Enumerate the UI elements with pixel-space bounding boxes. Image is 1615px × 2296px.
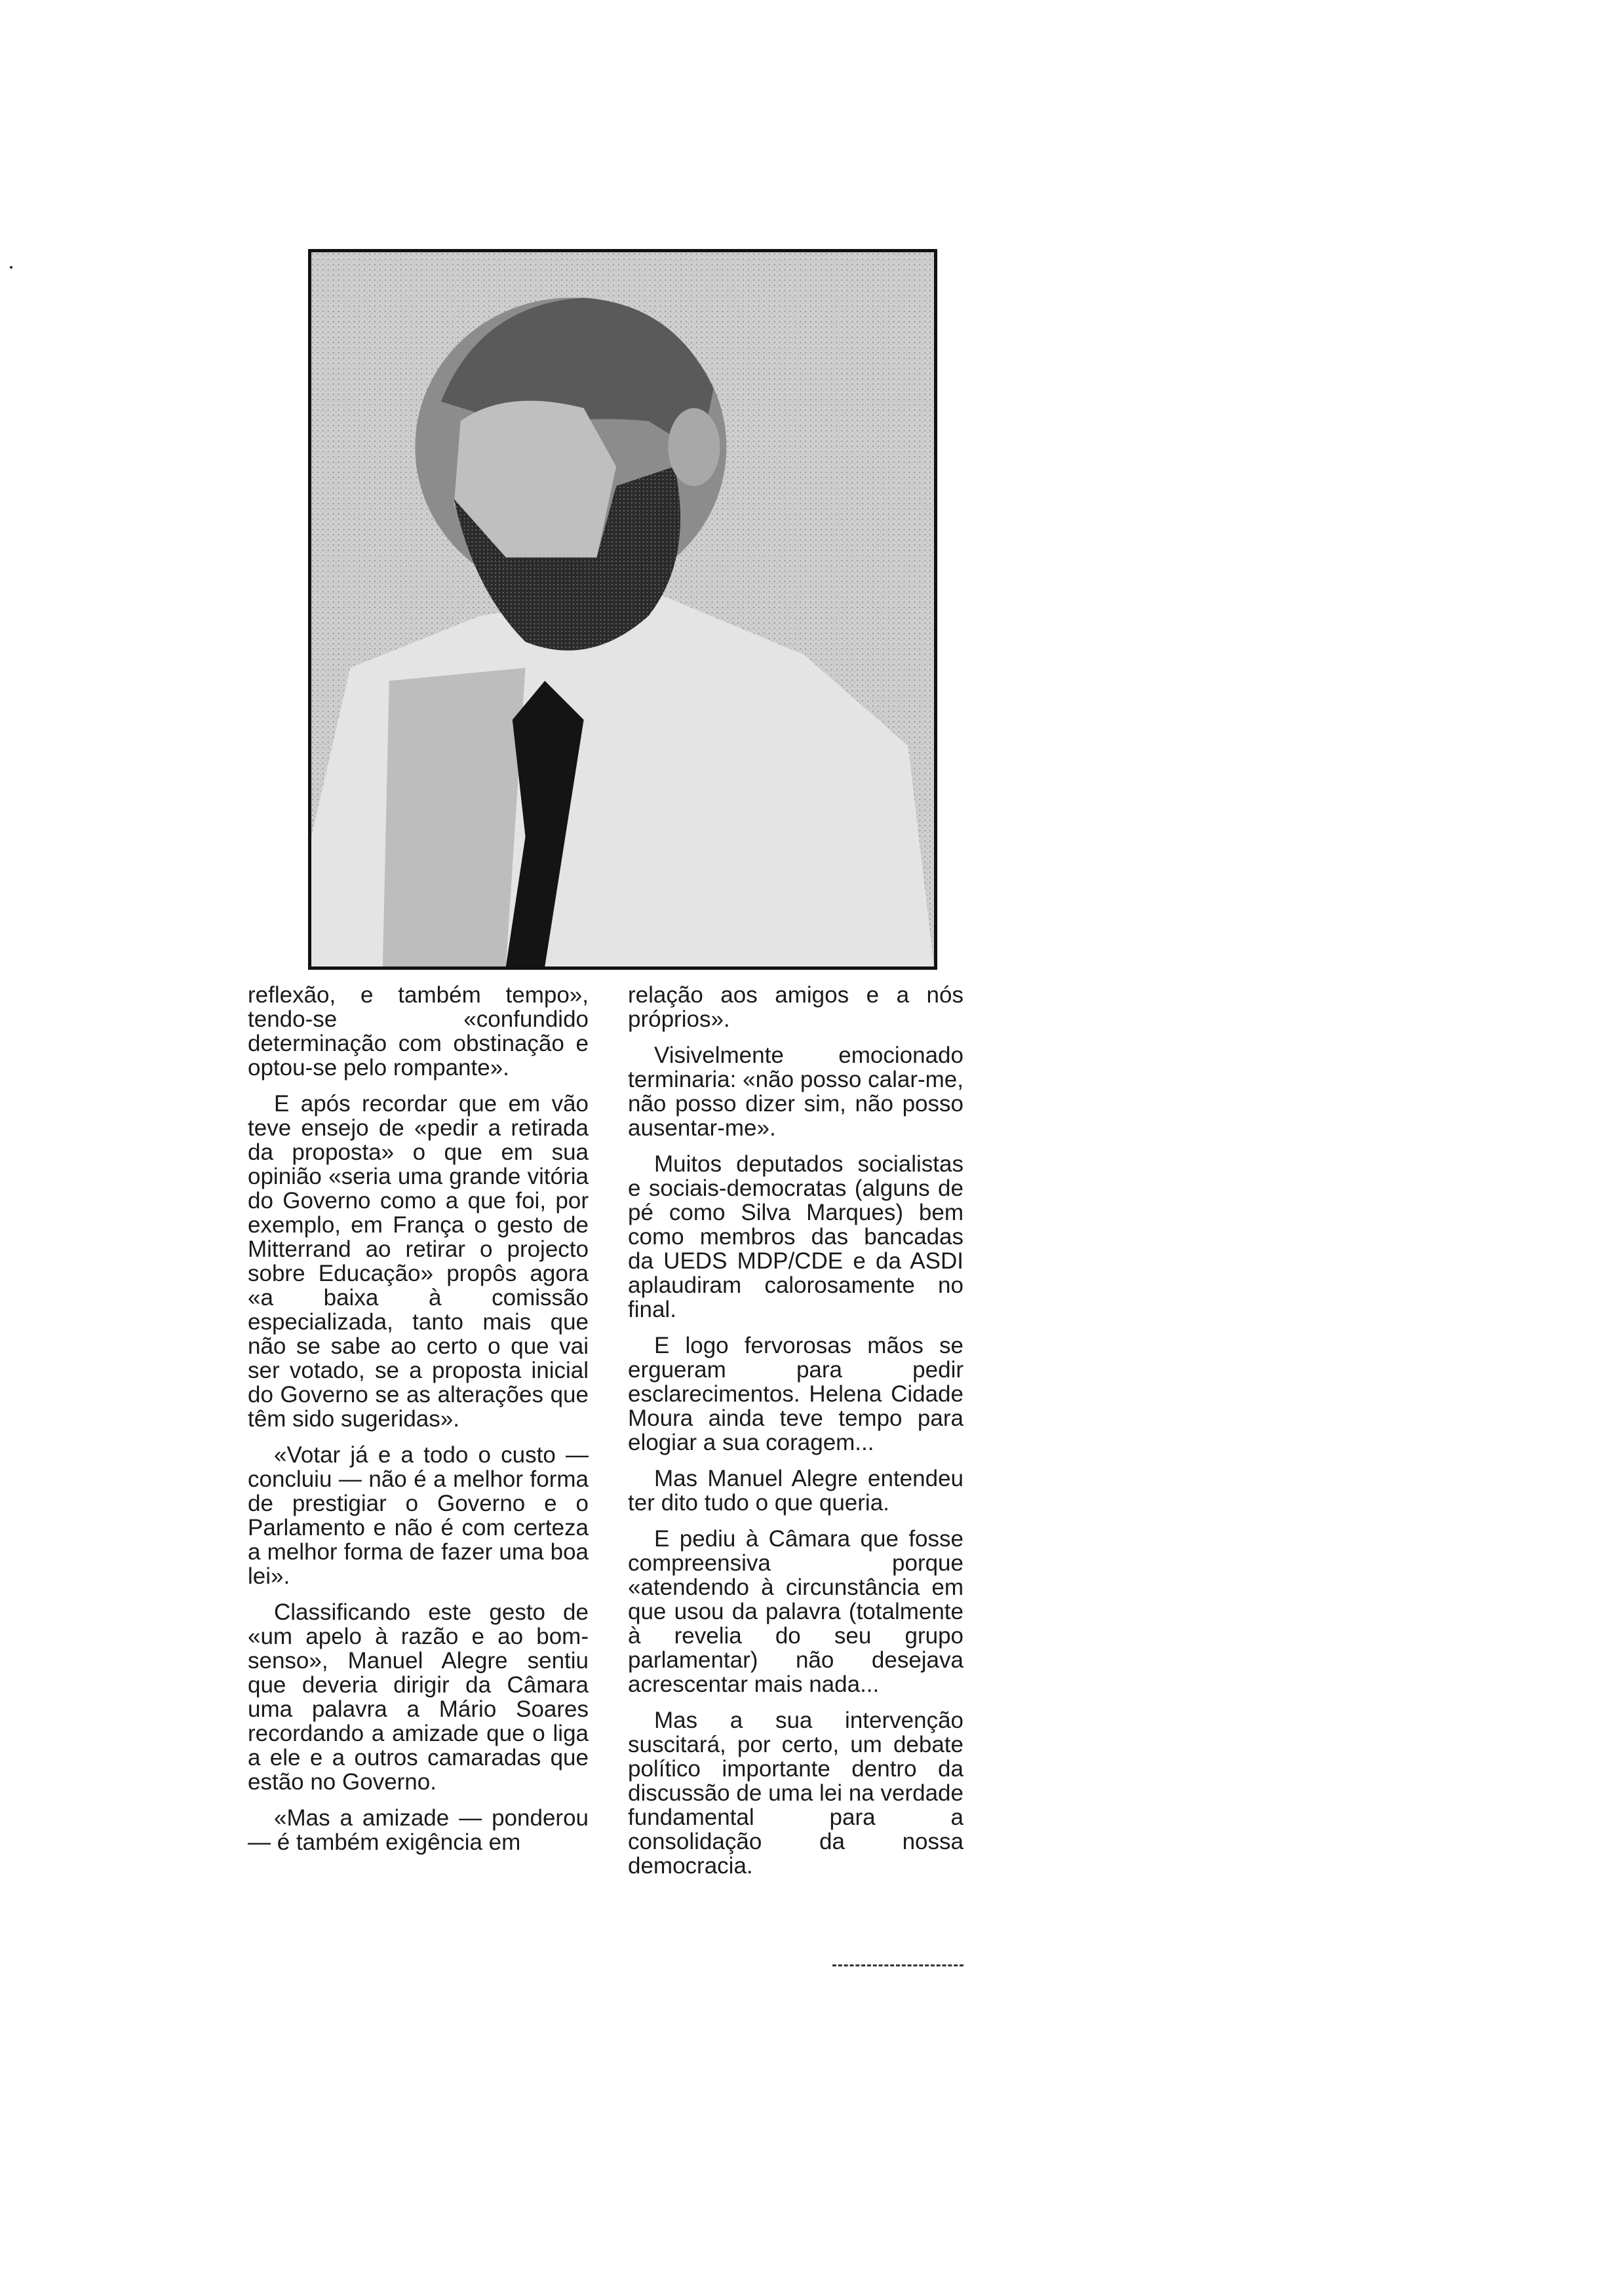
right-paragraph-5: Mas Manuel Alegre entendeu ter dito tudo o que queria. — [628, 1466, 963, 1516]
right-paragraph-3: Muitos deputados socialistas e sociais-democratas (alguns de pé como Silva Marques) bem como membros das bancadas da UEDS MDP/CDE e da ASDI aplaudiram calorosamente no final. — [628, 1151, 963, 1322]
right-paragraph-7: Mas a sua intervenção suscitará, por certo, um debate político importante dentro da discussão de uma lei na verdade fundamental para a consolidação da nossa democracia. — [628, 1708, 963, 1879]
left-paragraph-4: Classificando este gesto de «um apelo à razão e ao bom-senso», Manuel Alegre sentiu que deveria dirigir da Câmara uma palavra a Mário Soares recordando a amizade que o liga a ele e a outros camaradas que estão no Governo. — [248, 1599, 589, 1795]
article-right-column — [628, 983, 963, 1890]
portrait-illustration — [311, 252, 934, 966]
article-left-column — [248, 983, 589, 1866]
left-paragraph-5: «Mas a amizade — ponderou — é também exigência em — [248, 1805, 589, 1855]
end-rule — [832, 1964, 963, 1966]
left-paragraph-2: E após recordar que em vão teve ensejo de «pedir a retirada da proposta» o que em sua opinião «seria uma grande vitória do Governo como a que foi, por exemplo, em França o gesto de Mitterrand ao retirar o projecto sobre Educação» propôs agora «a baixa à comissão especializada, tanto mais que não se sabe ao certo o que vai ser votado, se a proposta inicial do Governo se as alterações que têm sido sugeridas». — [248, 1091, 589, 1432]
scan-speck — [10, 266, 12, 269]
right-paragraph-6: E pediu à Câmara que fosse compreensiva porque «atendendo à circunstância em que usou da palavra (totalmente à revelia do seu grupo parlamentar) não desejava acrescentar mais nada... — [628, 1526, 963, 1697]
left-paragraph-3: «Votar já e a todo o custo — concluiu — não é a melhor forma de prestigiar o Governo e o Parlamento e não é com certeza a melhor forma de fazer uma boa lei». — [248, 1442, 589, 1589]
right-paragraph-4: E logo fervorosas mãos se ergueram para pedir esclarecimentos. Helena Cidade Moura ainda teve tempo para elogiar a sua coragem... — [628, 1333, 963, 1455]
right-paragraph-2: Visivelmente emocionado terminaria: «não posso calar-me, não posso dizer sim, não posso ausentar-me». — [628, 1043, 963, 1141]
left-paragraph-1: reflexão, e também tempo», tendo-se «confundido determinação com obstinação e optou-se pelo rompante». — [248, 982, 589, 1081]
article-photo — [308, 249, 937, 970]
right-paragraph-1: relação aos amigos e a nós próprios». — [628, 982, 963, 1032]
